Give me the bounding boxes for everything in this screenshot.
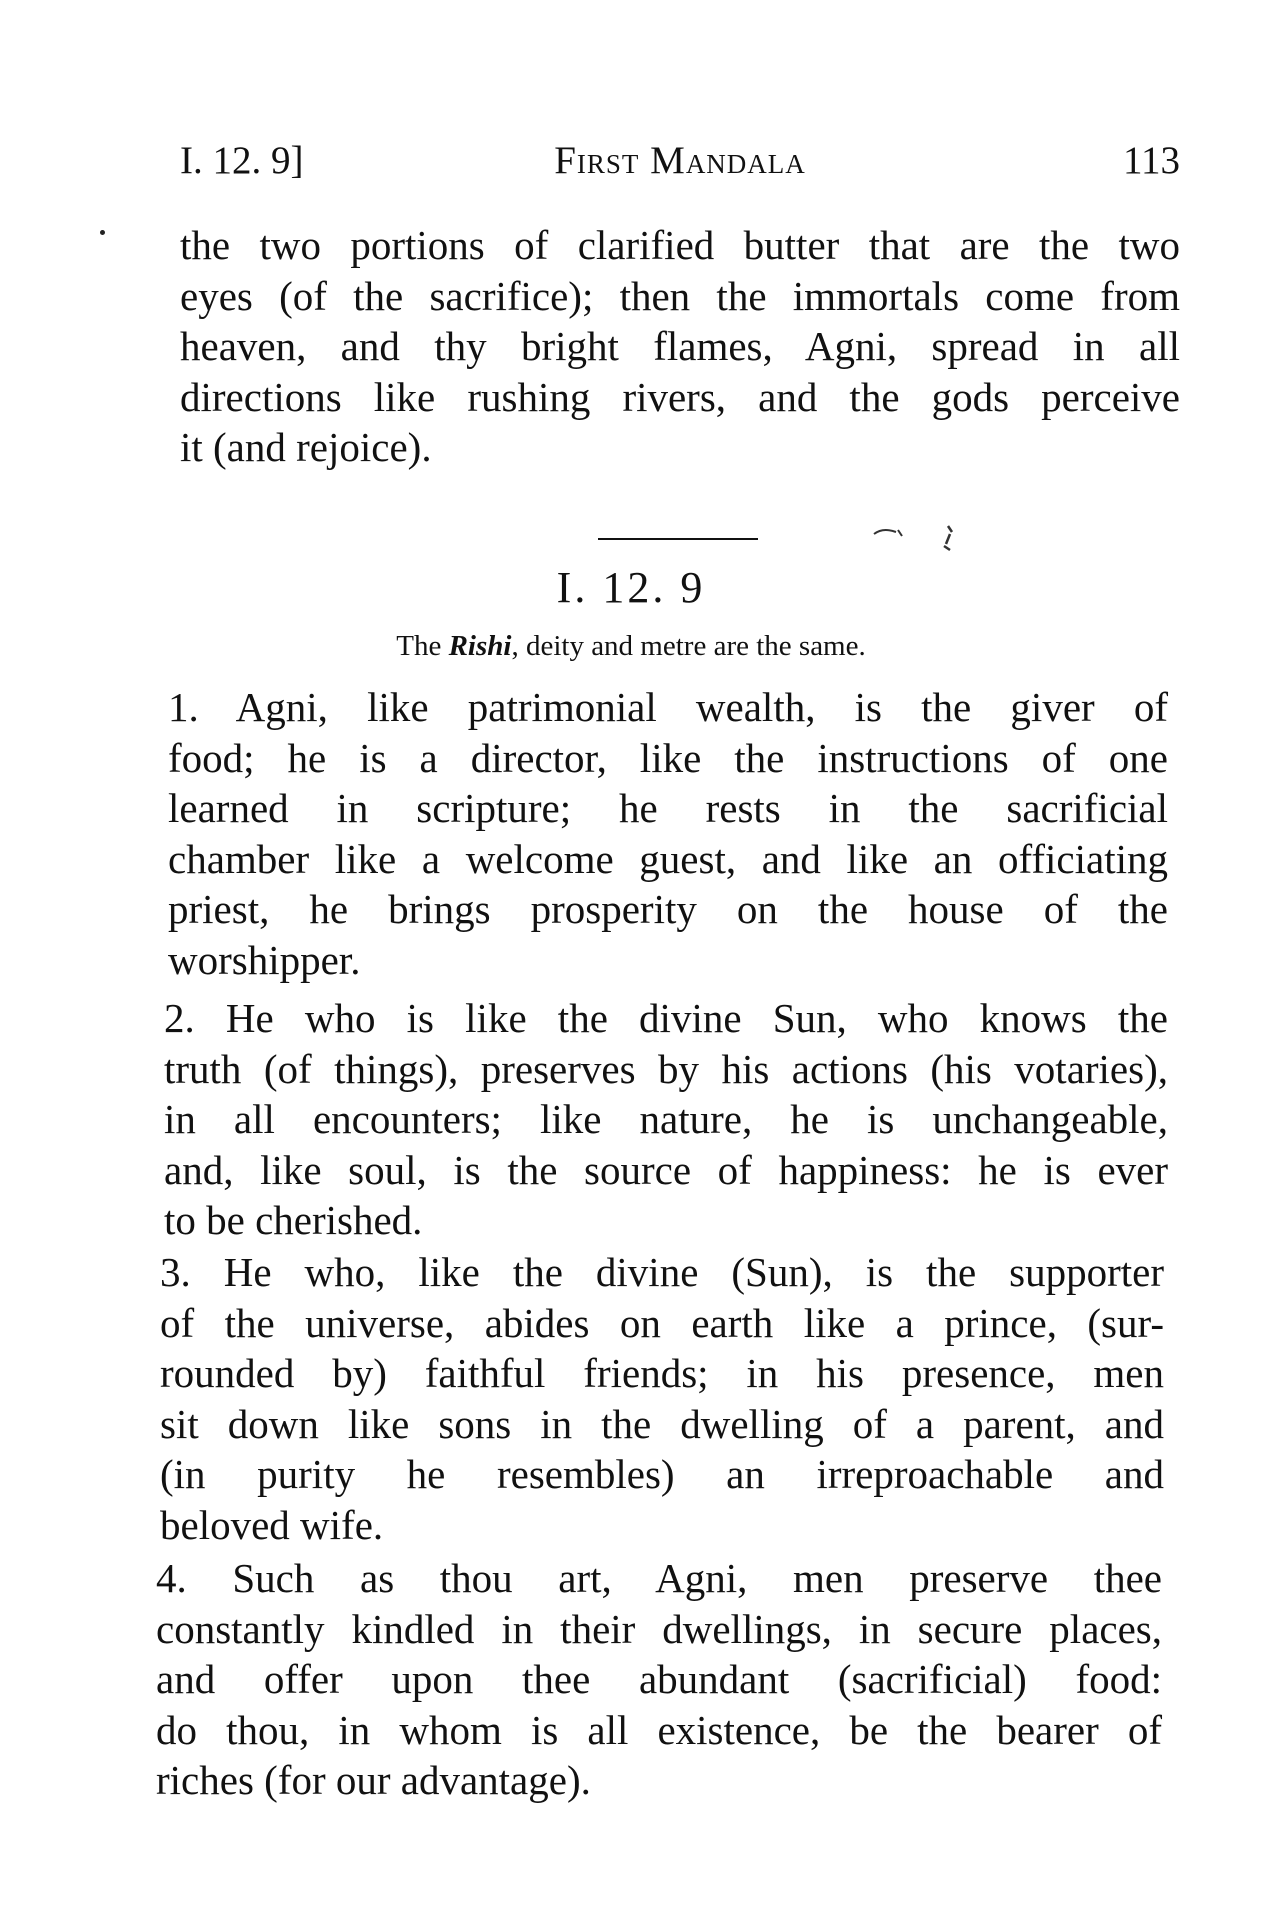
text-line: worshipper. (168, 936, 361, 983)
text-line: directions like rushing rivers, and the gods perceive (180, 373, 1180, 420)
section-divider-rule (598, 538, 758, 540)
note-prefix: The (396, 630, 449, 662)
text-line: riches (for our advantage). (156, 1757, 591, 1803)
text-line: beloved wife. (160, 1501, 384, 1548)
book-section-title: First Mandala (554, 139, 806, 182)
text-line: truth (of things), preserves by his actions (his votaries), (164, 1045, 1168, 1092)
text-line: eyes (of the sacrifice); then the immortals come from (180, 272, 1180, 319)
text-line: learned in scripture; he rests in the sacrificial (168, 785, 1168, 831)
continuation-paragraph (180, 220, 1180, 473)
text-line: constantly kindled in their dwellings, in secure places, (156, 1605, 1162, 1652)
text-line: to be cherished. (164, 1197, 423, 1243)
verse-1 (168, 682, 1168, 985)
note-suffix: , deity and metre are the same. (511, 630, 866, 662)
text-line: chamber like a welcome guest, and like an officiating (168, 835, 1168, 882)
text-line: the two portions of clarified butter that are the two (180, 222, 1180, 268)
text-line: of the universe, abides on earth like a prince, (sur- (160, 1299, 1164, 1346)
text-line: heaven, and thy bright flames, Agni, spread in all (180, 323, 1180, 369)
section-note (0, 630, 1262, 663)
text-line: and offer upon thee abundant (sacrificial) food: (156, 1656, 1162, 1702)
text-line: food; he is a director, like the instructions of one (168, 734, 1168, 781)
page-number: 113 (1122, 139, 1180, 182)
text-line: in all encounters; like nature, he is unchangeable, (164, 1096, 1168, 1142)
running-head (180, 138, 1180, 188)
text-line: do thou, in whom is all existence, be the bearer of (156, 1706, 1162, 1753)
text-line: and, like soul, is the source of happiness: he is ever (164, 1146, 1168, 1193)
text-line: it (and rejoice). (180, 424, 432, 470)
section-heading: I. 12. 9 (556, 563, 706, 612)
verse-reference: I. 12. 9] (180, 139, 304, 182)
verse-4 (156, 1553, 1162, 1806)
verse-3 (160, 1247, 1164, 1550)
print-speck (100, 230, 105, 235)
text-line: 4. Such as thou art, Agni, men preserve thee (156, 1555, 1162, 1601)
ink-smudge-icon (872, 518, 982, 558)
text-line: 2. He who is like the divine Sun, who knows the (164, 995, 1168, 1041)
text-line: (in purity he resembles) an irreproachable and (160, 1451, 1164, 1497)
note-italic-word: Rishi (448, 630, 512, 662)
text-line: rounded by) faithful friends; in his presence, men (160, 1350, 1164, 1396)
text-line: 1. Agni, like patrimonial wealth, is the giver of (168, 684, 1168, 730)
verse-2 (164, 993, 1168, 1246)
text-line: priest, he brings prosperity on the house of the (168, 886, 1168, 932)
text-line: sit down like sons in the dwelling of a parent, and (160, 1400, 1164, 1447)
text-line: 3. He who, like the divine (Sun), is the supporter (160, 1249, 1164, 1295)
